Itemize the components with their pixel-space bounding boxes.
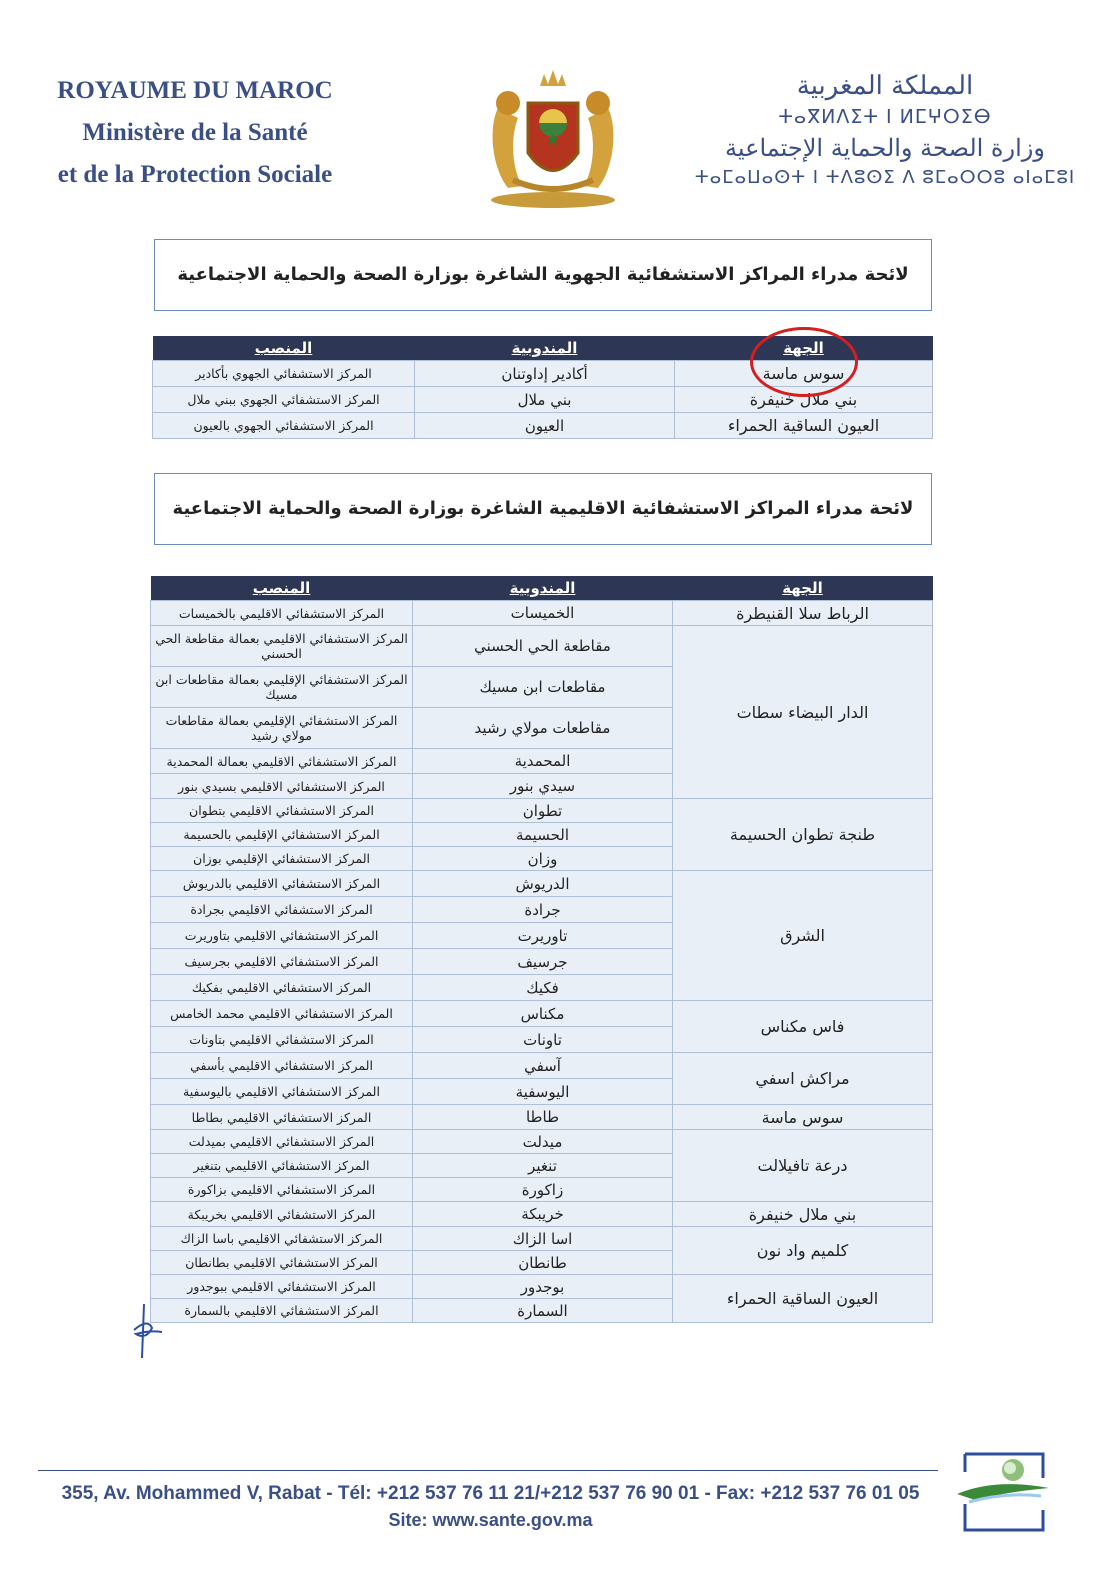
position-cell: المركز الاستشفائي الإقليمي بوزان: [151, 847, 413, 871]
delegation-cell: خريبكة: [413, 1202, 673, 1227]
region-cell: سوس ماسة: [673, 1105, 933, 1130]
delegation-cell: الحسيمة: [413, 823, 673, 847]
delegation-cell: مقاطعات ابن مسيك: [413, 667, 673, 708]
position-cell: المركز الاستشفائي الإقليمي بعمالة مقاطعات مولاي رشيد: [151, 708, 413, 749]
position-cell: المركز الاستشفائي الاقليمي بالدريوش: [151, 871, 413, 897]
table-row: [151, 1202, 933, 1227]
region-cell: الدار البيضاء سطات: [673, 626, 933, 799]
table-row: [151, 1227, 933, 1251]
delegation-cell: اليوسفية: [413, 1079, 673, 1105]
position-cell: المركز الاستشفائي الاقليمي بتاوريرت: [151, 923, 413, 949]
header-delegation: المندوبية: [415, 336, 675, 361]
region-cell: درعة تافيلالت: [673, 1130, 933, 1202]
delegation-cell: جرادة: [413, 897, 673, 923]
header-position: المنصب: [153, 336, 415, 361]
french-header: [30, 70, 360, 196]
delegation-cell: بوجدور: [413, 1275, 673, 1299]
delegation-cell: أكادير إداوتنان: [415, 361, 675, 387]
position-cell: المركز الاستشفائي الاقليمي بجرادة: [151, 897, 413, 923]
delegation-cell: زاكورة: [413, 1178, 673, 1202]
tifinagh-line-1: ⵜⴰⴳⵍⴷⵉⵜ ⵏ ⵍⵎⵖⵔⵉⴱ: [778, 106, 992, 128]
table-row: [151, 1275, 933, 1299]
position-cell: المركز الاستشفائي الاقليمي ببوجدور: [151, 1275, 413, 1299]
position-cell: المركز الاستشفائي الاقليمي محمد الخامس: [151, 1001, 413, 1027]
region-cell: العيون الساقية الحمراء: [675, 413, 933, 439]
region-cell: بني ملال خنيفرة: [675, 387, 933, 413]
delegation-cell: العيون: [415, 413, 675, 439]
position-cell: المركز الاستشفائي الجهوي بالعيون: [153, 413, 415, 439]
position-cell: المركز الاستشفائي الاقليمي بتاونات: [151, 1027, 413, 1053]
delegation-cell: تنغير: [413, 1154, 673, 1178]
ar-line-1: المملكة المغربية: [796, 71, 974, 101]
delegation-cell: طانطان: [413, 1251, 673, 1275]
table-row: [151, 1053, 933, 1079]
table-row: [151, 799, 933, 823]
position-cell: المركز الاستشفائي الجهوي ببني ملال: [153, 387, 415, 413]
signature-icon: [128, 1300, 168, 1360]
header-region: الجهة: [675, 336, 933, 361]
delegation-cell: مقاطعات مولاي رشيد: [413, 708, 673, 749]
regional-title: لائحة مدراء المراكز الاستشفائية الجهوية الشاغرة بوزارة الصحة والحماية الاجتماعية: [154, 239, 932, 311]
region-cell: الشرق: [673, 871, 933, 1001]
footer-divider: [38, 1470, 938, 1471]
position-cell: المركز الاستشفائي الجهوي بأكادير: [153, 361, 415, 387]
position-cell: المركز الاستشفائي الاقليمي بسيدي بنور: [151, 774, 413, 799]
delegation-cell: سيدي بنور: [413, 774, 673, 799]
header-region: الجهة: [673, 576, 933, 601]
table-header-row: [151, 576, 933, 601]
position-cell: المركز الاستشفائي الاقليمي بجرسيف: [151, 949, 413, 975]
position-cell: المركز الاستشفائي الإقليمي بعمالة مقاطعات ابن مسيك: [151, 667, 413, 708]
table-row: [151, 1130, 933, 1154]
delegation-cell: بني ملال: [415, 387, 675, 413]
position-cell: المركز الاستشفائي الاقليمي بالسمارة: [151, 1299, 413, 1323]
ar-line-2: وزارة الصحة والحماية الإجتماعية: [725, 134, 1045, 162]
table-row: [153, 413, 933, 439]
coat-of-arms-icon: [478, 68, 628, 213]
region-cell: فاس مكناس: [673, 1001, 933, 1053]
table-row: [151, 1001, 933, 1027]
fr-line-2: Ministère de la Santé: [82, 119, 308, 146]
region-cell: طنجة تطوان الحسيمة: [673, 799, 933, 871]
delegation-cell: الدريوش: [413, 871, 673, 897]
position-cell: المركز الاستشفائي الاقليمي بطاطا: [151, 1105, 413, 1130]
delegation-cell: تاونات: [413, 1027, 673, 1053]
delegation-cell: وزان: [413, 847, 673, 871]
tifinagh-line-2: ⵜⴰⵎⴰⵡⴰⵙⵜ ⵏ ⵜⴷⵓⵙⵉ ⴷ ⵓⵎⴰⵔⵔⵓ ⴰⵏⴰⵎⵓⵏ: [694, 167, 1076, 188]
position-cell: المركز الاستشفائي الاقليمي بأسفي: [151, 1053, 413, 1079]
delegation-cell: السمارة: [413, 1299, 673, 1323]
region-cell: مراكش اسفي: [673, 1053, 933, 1105]
position-cell: المركز الاستشفائي الاقليمي بالخميسات: [151, 601, 413, 626]
position-cell: المركز الاستشفائي الاقليمي بتطوان: [151, 799, 413, 823]
position-cell: المركز الاستشفائي الاقليمي بخريبكة: [151, 1202, 413, 1227]
position-cell: المركز الاستشفائي الاقليمي باسا الزاك: [151, 1227, 413, 1251]
position-cell: المركز الاستشفائي الاقليمي بطانطان: [151, 1251, 413, 1275]
position-cell: المركز الاستشفائي الاقليمي بفكيك: [151, 975, 413, 1001]
ministry-logo-icon: [955, 1448, 1051, 1534]
delegation-cell: مكناس: [413, 1001, 673, 1027]
red-circle-annotation: [750, 327, 858, 397]
position-cell: المركز الاستشفائي الإقليمي بالحسيمة: [151, 823, 413, 847]
delegation-cell: ميدلت: [413, 1130, 673, 1154]
table-row: [151, 871, 933, 897]
position-cell: المركز الاستشفائي الاقليمي بميدلت: [151, 1130, 413, 1154]
delegation-cell: اسا الزاك: [413, 1227, 673, 1251]
fr-line-1: ROYAUME DU MAROC: [57, 77, 333, 104]
position-cell: المركز الاستشفائي الاقليمي بعمالة مقاطعة الحي الحسني: [151, 626, 413, 667]
position-cell: المركز الاستشفائي الاقليمي باليوسفية: [151, 1079, 413, 1105]
region-cell: العيون الساقية الحمراء: [673, 1275, 933, 1323]
header-delegation: المندوبية: [413, 576, 673, 601]
delegation-cell: طاطا: [413, 1105, 673, 1130]
delegation-cell: فكيك: [413, 975, 673, 1001]
footer-site: Site: www.sante.gov.ma: [388, 1510, 593, 1530]
delegation-cell: آسفي: [413, 1053, 673, 1079]
delegation-cell: مقاطعة الحي الحسني: [413, 626, 673, 667]
position-cell: المركز الاستشفائي الاقليمي بزاكورة: [151, 1178, 413, 1202]
position-cell: المركز الاستشفائي الاقليمي بتنغير: [151, 1154, 413, 1178]
provincial-title: لائحة مدراء المراكز الاستشفائية الاقليمية الشاغرة بوزارة الصحة والحماية الاجتماعية: [154, 473, 932, 545]
delegation-cell: جرسيف: [413, 949, 673, 975]
region-cell: سوس ماسة: [675, 361, 933, 387]
delegation-cell: المحمدية: [413, 749, 673, 774]
delegation-cell: تطوان: [413, 799, 673, 823]
region-cell: الرباط سلا القنيطرة: [673, 601, 933, 626]
table-row: [151, 626, 933, 667]
fr-line-3: et de la Protection Sociale: [57, 161, 333, 188]
region-cell: كلميم واد نون: [673, 1227, 933, 1275]
header-position: المنصب: [151, 576, 413, 601]
delegation-cell: الخميسات: [413, 601, 673, 626]
footer-address: 355, Av. Mohammed V, Rabat - Tél: +212 537 76 11 21/+212 537 76 90 01 - Fax: +212 537 76 01 05: [61, 1483, 920, 1504]
provincial-table: [150, 576, 933, 1323]
position-cell: المركز الاستشفائي الاقليمي بعمالة المحمدية: [151, 749, 413, 774]
table-row: [151, 601, 933, 626]
delegation-cell: تاوريرت: [413, 923, 673, 949]
arabic-header: [690, 68, 1080, 190]
region-cell: بني ملال خنيفرة: [673, 1202, 933, 1227]
table-row: [151, 1105, 933, 1130]
